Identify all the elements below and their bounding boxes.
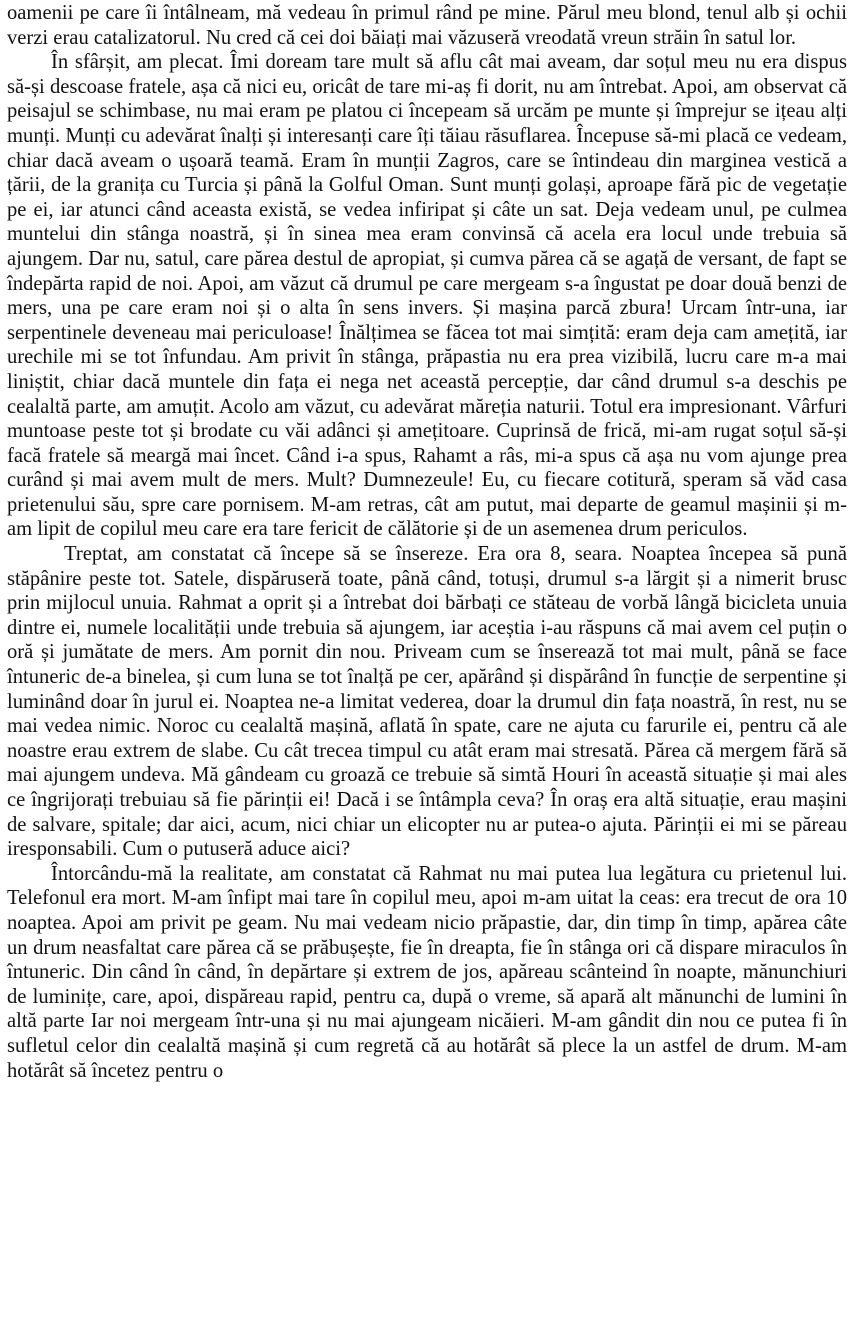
- paragraph-continuation: oamenii pe care îi întâlneam, mă vedeau în primul rând pe mine. Părul meu blond, tenul alb și ochii verzi erau catalizatorul. Nu cred că cei doi băiați mai văzuseră vreodată vreun străin în satul lor.: [7, 2, 847, 49]
- paragraph-reality: Întorcându-mă la realitate, am constatat că Rahmat nu mai putea lua legătura cu prietenul lui. Telefonul era mort. M-am înfipt mai tare în copilul meu, apoi m-am uitat la ceas: era trecut de ora 10 noaptea. Apoi am privit pe geam. Nu mai vedeam nicio prăpastie, dar, din timp în timp, apărea câte un drum neasfaltat care părea că se prăbușește, fie în dreapta, fie în stânga ori că dispare miraculos în întuneric. Din când în când, în depărtare și extrem de jos, apăreau scânteind în noapte, mănunchiuri de luminițe, care, apoi, dispăreau rapid, pentru ca, după o vreme, să apară alt mănunchi de lumini în altă parte Iar noi mergeam într-una și nu mai ajungeam nicăieri. M-am gândit din nou ce putea fi în sufletul celor din cealaltă mașină și cum regretă că au hotărât să plece la un astfel de drum. M-am hotărât să încetez pentru o: [7, 862, 847, 1082]
- paragraph-departure: În sfârșit, am plecat. Îmi doream tare mult să aflu cât mai aveam, dar soțul meu nu era dispus să-și descoase fratele, așa că nici eu, oricât de tare mi-aș fi dorit, nu am întrebat. Apoi, am observat că peisajul se schimbase, nu mai eram pe platou ci începeam să urcăm pe munte și împrejur se ițeau alți munți. Munți cu adevărat înalți și interesanți care îți tăiau răsuflarea. Începuse să-mi placă ce vedeam, chiar dacă aveam o ușoară teamă. Eram în munții Zagros, care se întindeau din marginea vestică a țării, de la granița cu Turcia și până la Golful Oman. Sunt munți golași, aproape fără pic de vegetație pe ei, iar atunci când aceasta există, se vedea infiripat și câte un sat. Deja vedeam unul, pe culmea muntelui din stânga noastră, și în sinea mea eram convinsă că acela era locul unde trebuia să ajungem. Dar nu, satul, care părea destul de apropiat, și cumva părea că se agață de versant, de fapt se îndepărta rapid de noi. Apoi, am văzut că drumul pe care mergeam s-a îngustat pe doar două benzi de mers, una pe care eram noi și o alta în sens invers. Și mașina parcă zbura! Urcam într-una, iar serpentinele deveneau mai periculoase! Înălțimea se făcea tot mai simțită: eram deja cam amețită, iar urechile mi se tot înfundau. Am privit în stânga, prăpastia nu era prea vizibilă, lucru care m-a mai liniștit, chiar dacă muntele din fața ei nega net această percepție, dar când drumul s-a deschis pe cealaltă parte, am amuțit. Acolo am văzut, cu adevărat măreția naturii. Totul era impresionant. Vârfuri muntoase peste tot și brodate cu văi adânci și amețitoare. Cuprinsă de frică, mi-am rugat soțul să-și facă fratele să meargă mai încet. Când i-a spus, Rahamt a râs, mi-a spus că așa nu vom ajunge prea curând și mai avem mult de mers. Mult? Dumnezeule! Eu, cu fiecare cotitură, speram să văd casa prietenului său, spre care pornisem. M-am retras, cât am putut, mai departe de geamul mașinii și m-am lipit de copilul meu care era tare fericit de călătorie și de un asemenea drum periculos.: [7, 51, 847, 541]
- paragraph-nightfall: Treptat, am constatat că începe să se însereze. Era ora 8, seara. Noaptea începea să pună stăpânire peste tot. Satele, dispăruseră toate, până când, totuși, drumul s-a lărgit și a nimerit brusc prin mijlocul unuia. Rahmat a oprit și a întrebat doi bărbați ce stăteau de vorbă lângă bicicleta unuia dintre ei, numele localității unde trebuia să ajungem, iar aceștia i-au răspuns că mai avem cel puțin o oră și jumătate de mers. Am pornit din nou. Priveam cum se înserează tot mai mult, până se face întuneric de-a binelea, și cum luna se tot înalță pe cer, apărând și dispărând în funcție de serpentine și luminând doar în jurul ei. Noaptea ne-a limitat vederea, doar la drumul din fața noastră, în rest, nu se mai vedea nimic. Noroc cu cealaltă mașină, aflată în spate, care ne ajuta cu farurile ei, pentru că ale noastre erau extrem de slabe. Cu cât trecea timpul cu atât eram mai stresată. Părea că mergem fără să mai ajungem undeva. Mă gândeam cu groază ce trebuie să simtă Houri în această situație și mai ales ce îngrijorați trebuiau să fie părinții ei! Dacă i se întâmpla ceva? În oraș era altă situație, erau mașini de salvare, spitale; dar aici, acum, nici chiar un elicopter nu ar putea-o ajuta. Părinții ei mi se păreau iresponsabili. Cum o putuseră aduce aici?: [7, 543, 847, 861]
